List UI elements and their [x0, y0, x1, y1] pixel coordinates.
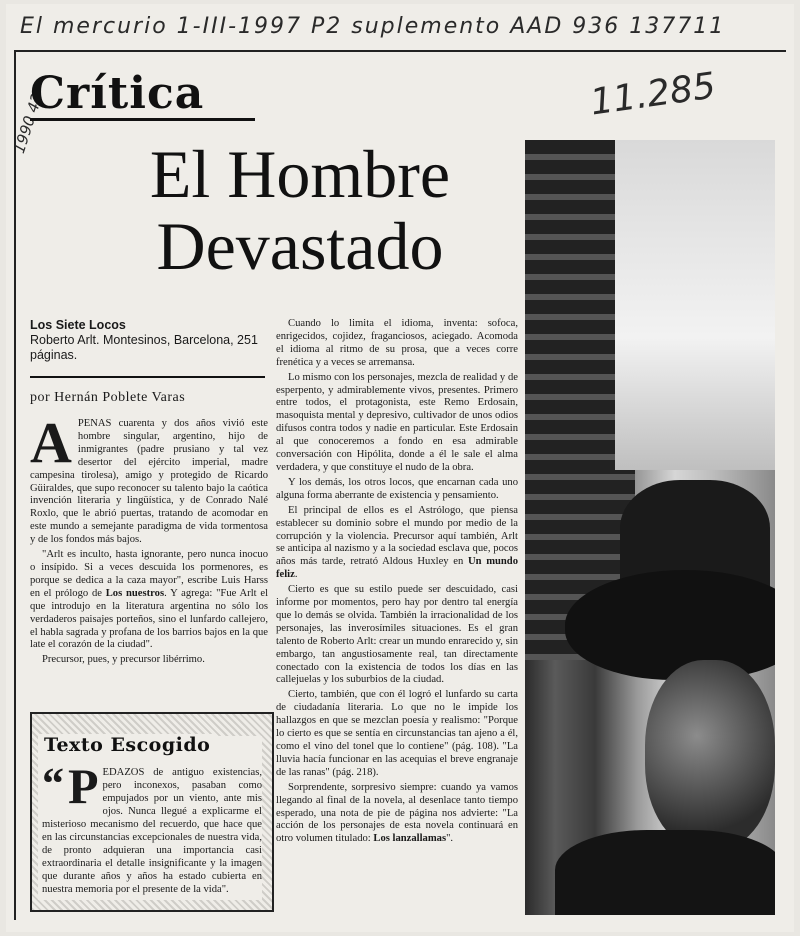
photo-hat-brim — [565, 570, 775, 680]
paragraph: Cierto, también, que con él logró el lunfardo su carta de ciudadanía literaria. Lo que no le impide los hallazgos en que se mezclan poesía y realismo: "Porque lo cierto es que se sentía en circunstancias tan ajeno a él, como el vino del tonel que lo contiene" (pág. 108). "La lluvia hacía funcionar en las acequias el breve engranaje de las ranas" (pág. 218). — [276, 689, 518, 778]
paragraph: Lo mismo con los personajes, mezcla de realidad y de esperpento, y admirablemente vivos, presentes. Primero entre todos, el protagonista, este Remo Erdosain, masoquista mental y depresivo, cultivador de unos odios difusos contra todos y nadie en particular. Este Erdosain al que conoceremos a fondo en esa admirable conversación con Hipólita, donde a él le sale el alma verdadera, y que constituye el nudo de la obra. — [276, 371, 518, 473]
article-column-1 — [30, 410, 269, 669]
frame-left-rule — [14, 50, 16, 920]
book-reference: Los lanzallamas — [373, 833, 447, 845]
excerpt-text — [42, 758, 262, 896]
excerpt-title: Texto Escogido — [40, 734, 214, 756]
byline: por Hernán Poblete Varas — [30, 390, 186, 405]
book-title: Los Siete Locos — [30, 318, 126, 332]
paragraph-text: El principal de ellos es el Astrólogo, que piensa establecer su dominio sobre el mundo por medio de la corrupción y la violencia. Precursor aquí también, Arlt se anticipa al nazismo y a la sociedad esclava que, pocos años más tarde, retrató Aldous Huxley en — [276, 504, 518, 568]
author-photo — [525, 140, 775, 915]
excerpt-body: EDAZOS de antiguo existencias, pero inconexos, pasaban como empujados por un viento, ante mis ojos. Nunca llegué a explicarme el misterioso mecanismo del recuerdo, que hace que en las circunstancias excepcionales de nuestra vida, de pronto adquieran una importancia casi extraordinaria el detalle insignificante y la imagen que durante años y años ha estado cubierta en nuestra memoria por el presente de la vida". — [42, 767, 262, 895]
handwritten-side-note: 1990 42 — [10, 91, 47, 156]
paragraph-text: . Y agrega: "Fue Arlt el que introdujo en la literatura argentina no sólo los verdaderos paisajes porteños, sino el lunfardo callejero, el habla sagrada y profana de los barrios bajos en la que late el corazón de la ciudad". — [30, 587, 269, 651]
paragraph: Y los demás, los otros locos, que encarnan cada uno alguna forma aberrante de existencia y pensamiento. — [276, 476, 518, 501]
section-title: Crítica — [30, 68, 205, 119]
book-reference: Un mundo feliz — [276, 556, 518, 581]
frame-top-rule — [14, 50, 786, 52]
photo-coat — [555, 830, 775, 915]
book-details: Roberto Arlt. Montesinos, Barcelona, 251 páginas. — [30, 333, 258, 362]
handwritten-number: 11.285 — [587, 65, 719, 124]
book-info — [30, 318, 265, 363]
article-column-2 — [276, 318, 518, 848]
paragraph: Cierto es que su estilo puede ser descuidado, casi informe por momentos, pero hay por dentro tal energía que lo demás se olvida. También la irracionalidad de los personajes, las inverosímiles situaciones. Es el gran talento de Roberto Arlt: crear un mundo enrarecido y, sin embargo, tan angustiosamente real, tan directamente conectado con la existencia de todos los días en las callejuelas y los suburbios de la ciudad. — [276, 584, 518, 686]
paragraph-text: "Arlt es inculto, hasta ignorante, pero nunca inocuo o insípido. Si a veces descuida los pormenores, es porque se dedica a la caza mayor", escribe Luis Harss en el prólogo de — [30, 549, 268, 599]
excerpt-box — [30, 712, 274, 912]
headline: El Hombre Devastado — [149, 136, 451, 284]
paragraph: Precursor, pues, y precursor libérrimo. — [42, 654, 205, 666]
photo-sky — [615, 140, 775, 470]
book-rule — [30, 376, 265, 378]
paragraph — [30, 410, 268, 547]
book-reference: Los nuestros — [105, 587, 165, 599]
excerpt-drop-cap: P — [68, 758, 99, 814]
handwritten-archive-note: El mercurio 1-III-1997 P2 suplemento AAD 936 137711 — [20, 14, 726, 39]
quote-mark: “ — [42, 759, 64, 808]
paragraph-text: PENAS cuarenta y dos años vivió este hombre singular, argentino, hijo de inmigrantes (padre prusiano y tal vez desertor del ejército imperial, madre campesina tirolesa), amigo y protegido de Ricardo Güiraldes, que supo reconocer su talento bajo la caótica invención literaria y lingüística, y de Conrado Nalé Roxlo, que le abrió puertas, tratando de acomodar en este mundo a semejante paradigma de vida tormentosa y de los fondos más bajos. — [30, 418, 268, 546]
paragraph-text: . — [294, 569, 298, 581]
paragraph — [30, 549, 268, 652]
paragraph: Cuando lo limita el idioma, inventa: sofoca, enrigecidos, cojidez, fraganciosos, aciegado. Acomoda el idioma al ritmo de su prosa, que a veces corre frenética y a veces se arremansa. — [276, 318, 518, 368]
paragraph-text: Sorprendente, sorpresivo siempre: cuando ya vamos llegando al final de la novela, al desenlace tanto tiempo esperado, una nota de pie de página nos advierte: "La acción de los personajes de esta novela continuará en otro volumen titulado: — [276, 781, 518, 845]
drop-cap: A — [30, 410, 72, 475]
section-rule — [30, 118, 255, 121]
paragraph — [276, 505, 518, 582]
photo-face — [645, 660, 775, 850]
paragraph — [276, 782, 518, 847]
paragraph-text: ". — [446, 833, 454, 845]
